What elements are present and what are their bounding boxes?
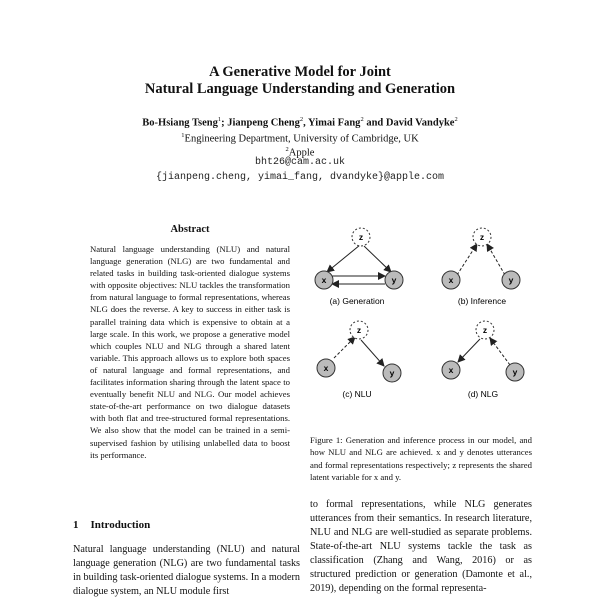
author-sup: 2 xyxy=(454,116,458,123)
edge-y-z xyxy=(490,338,510,365)
title-line-1: A Generative Model for Joint xyxy=(209,64,391,80)
author-sup: 1 xyxy=(217,116,222,123)
email-2: {jianpeng.cheng, yimai_fang, dvandyke}@apple.com xyxy=(155,172,445,183)
email-1: bht26@cam.ac.uk xyxy=(254,157,345,168)
section-number: 1 xyxy=(73,519,79,531)
node-x-label: x xyxy=(321,275,327,285)
author-name: Jianpeng Cheng xyxy=(227,117,300,129)
author-name: Yimai Fang xyxy=(308,117,361,129)
node-y-label: y xyxy=(391,275,397,285)
intro-text: Natural language understanding (NLU) and natural language generation (NLG) are two fundamental tasks in building task-oriented dialogue systems. In a modern dialogue system, an NLU module first xyxy=(73,544,300,597)
panel-inference xyxy=(442,228,520,306)
edge-z-y xyxy=(361,340,384,366)
figure-1 xyxy=(305,215,535,430)
edge-y-z xyxy=(487,244,505,275)
node-x-label: x xyxy=(448,365,454,375)
node-z-label: z xyxy=(482,325,488,335)
panel-generation xyxy=(315,228,403,306)
node-y-label: y xyxy=(512,367,518,377)
title-line-2: Natural Language Understanding and Generation xyxy=(144,81,456,97)
node-z-label: z xyxy=(358,232,364,242)
node-z-label: z xyxy=(479,232,485,242)
edge-z-x xyxy=(458,339,480,362)
author-sup: 2 xyxy=(299,116,304,123)
section-heading xyxy=(73,519,162,531)
author-name: David Vandyke xyxy=(385,117,455,129)
subfigure-label: (d) NLG xyxy=(467,389,499,399)
node-y-label: y xyxy=(508,275,514,285)
edge-z-y xyxy=(364,246,391,272)
figure-caption: Figure 1: Generation and inference process in our model, and how NLU and NLG are achieved. x and y denotes utterances and formal representations respectively; z represents the shared latent variable for x and y. xyxy=(310,435,532,483)
author-list xyxy=(0,116,600,129)
edge-x-z xyxy=(457,244,477,275)
abstract-body xyxy=(90,243,290,461)
author-separator: , xyxy=(303,117,309,129)
author-sup: 2 xyxy=(360,116,364,123)
affiliation-sup: 2 xyxy=(285,146,289,153)
author-name: Bo-Hsiang Tseng xyxy=(142,117,218,129)
panel-nlu xyxy=(317,321,401,399)
subfigure-label: (c) NLU xyxy=(342,389,372,399)
section-title: Introduction xyxy=(90,519,151,531)
node-y-label: y xyxy=(389,368,395,378)
figure-diagram xyxy=(305,215,535,430)
author-separator: and xyxy=(363,117,386,129)
affiliation-sup: 1 xyxy=(181,132,185,139)
node-x-label: x xyxy=(448,275,454,285)
right-column-text: to formal representations, while NLG generates utterances from their semantics. In research literature, NLU and NLG are well-studied as separate problems. State-of-the-art NLU systems tackle the task as classification (Zhang and Wang, 2016) or as structured prediction or generation (Damonte et al., 2019), depending on the formal representa- xyxy=(310,499,532,594)
abstract-text: Natural language understanding (NLU) and natural language generation (NLG) are two fundamental and related tasks in building task-oriented dialogue systems with opposite objectives: NLU tackles the transformation from natural language to formal representations, whereas NLG does the reverse. A key to success in either task is parallel training data which is expensive to obtain at a large scale. In this work, we propose a generative model which couples NLU and NLG through a shared latent variable. This approach allows us to explore both spaces of natural language and formal representations, and facilitates information sharing through the latent space to eventually benefit NLU and NLG. Our model achieves state-of-the-art performance on two dialogue datasets with both flat and tree-structured formal representations. We also show that the model can be trained in a semi-supervised fashion by utilising unlabelled data to boost its performance. xyxy=(90,244,290,460)
subfigure-label: (a) Generation xyxy=(329,296,385,306)
edge-z-x xyxy=(327,245,360,272)
affiliation-text: Apple xyxy=(288,147,315,159)
node-x-label: x xyxy=(323,363,329,373)
subfigure-label: (b) Inference xyxy=(457,296,507,306)
paper-title xyxy=(0,64,600,98)
node-z-label: z xyxy=(356,325,362,335)
abstract-heading: Abstract xyxy=(170,224,210,235)
edge-x-z xyxy=(334,337,355,358)
panel-nlg xyxy=(442,321,524,399)
affiliation-text: Engineering Department, University of Cambridge, UK xyxy=(184,133,419,145)
author-separator: ; xyxy=(221,117,228,129)
